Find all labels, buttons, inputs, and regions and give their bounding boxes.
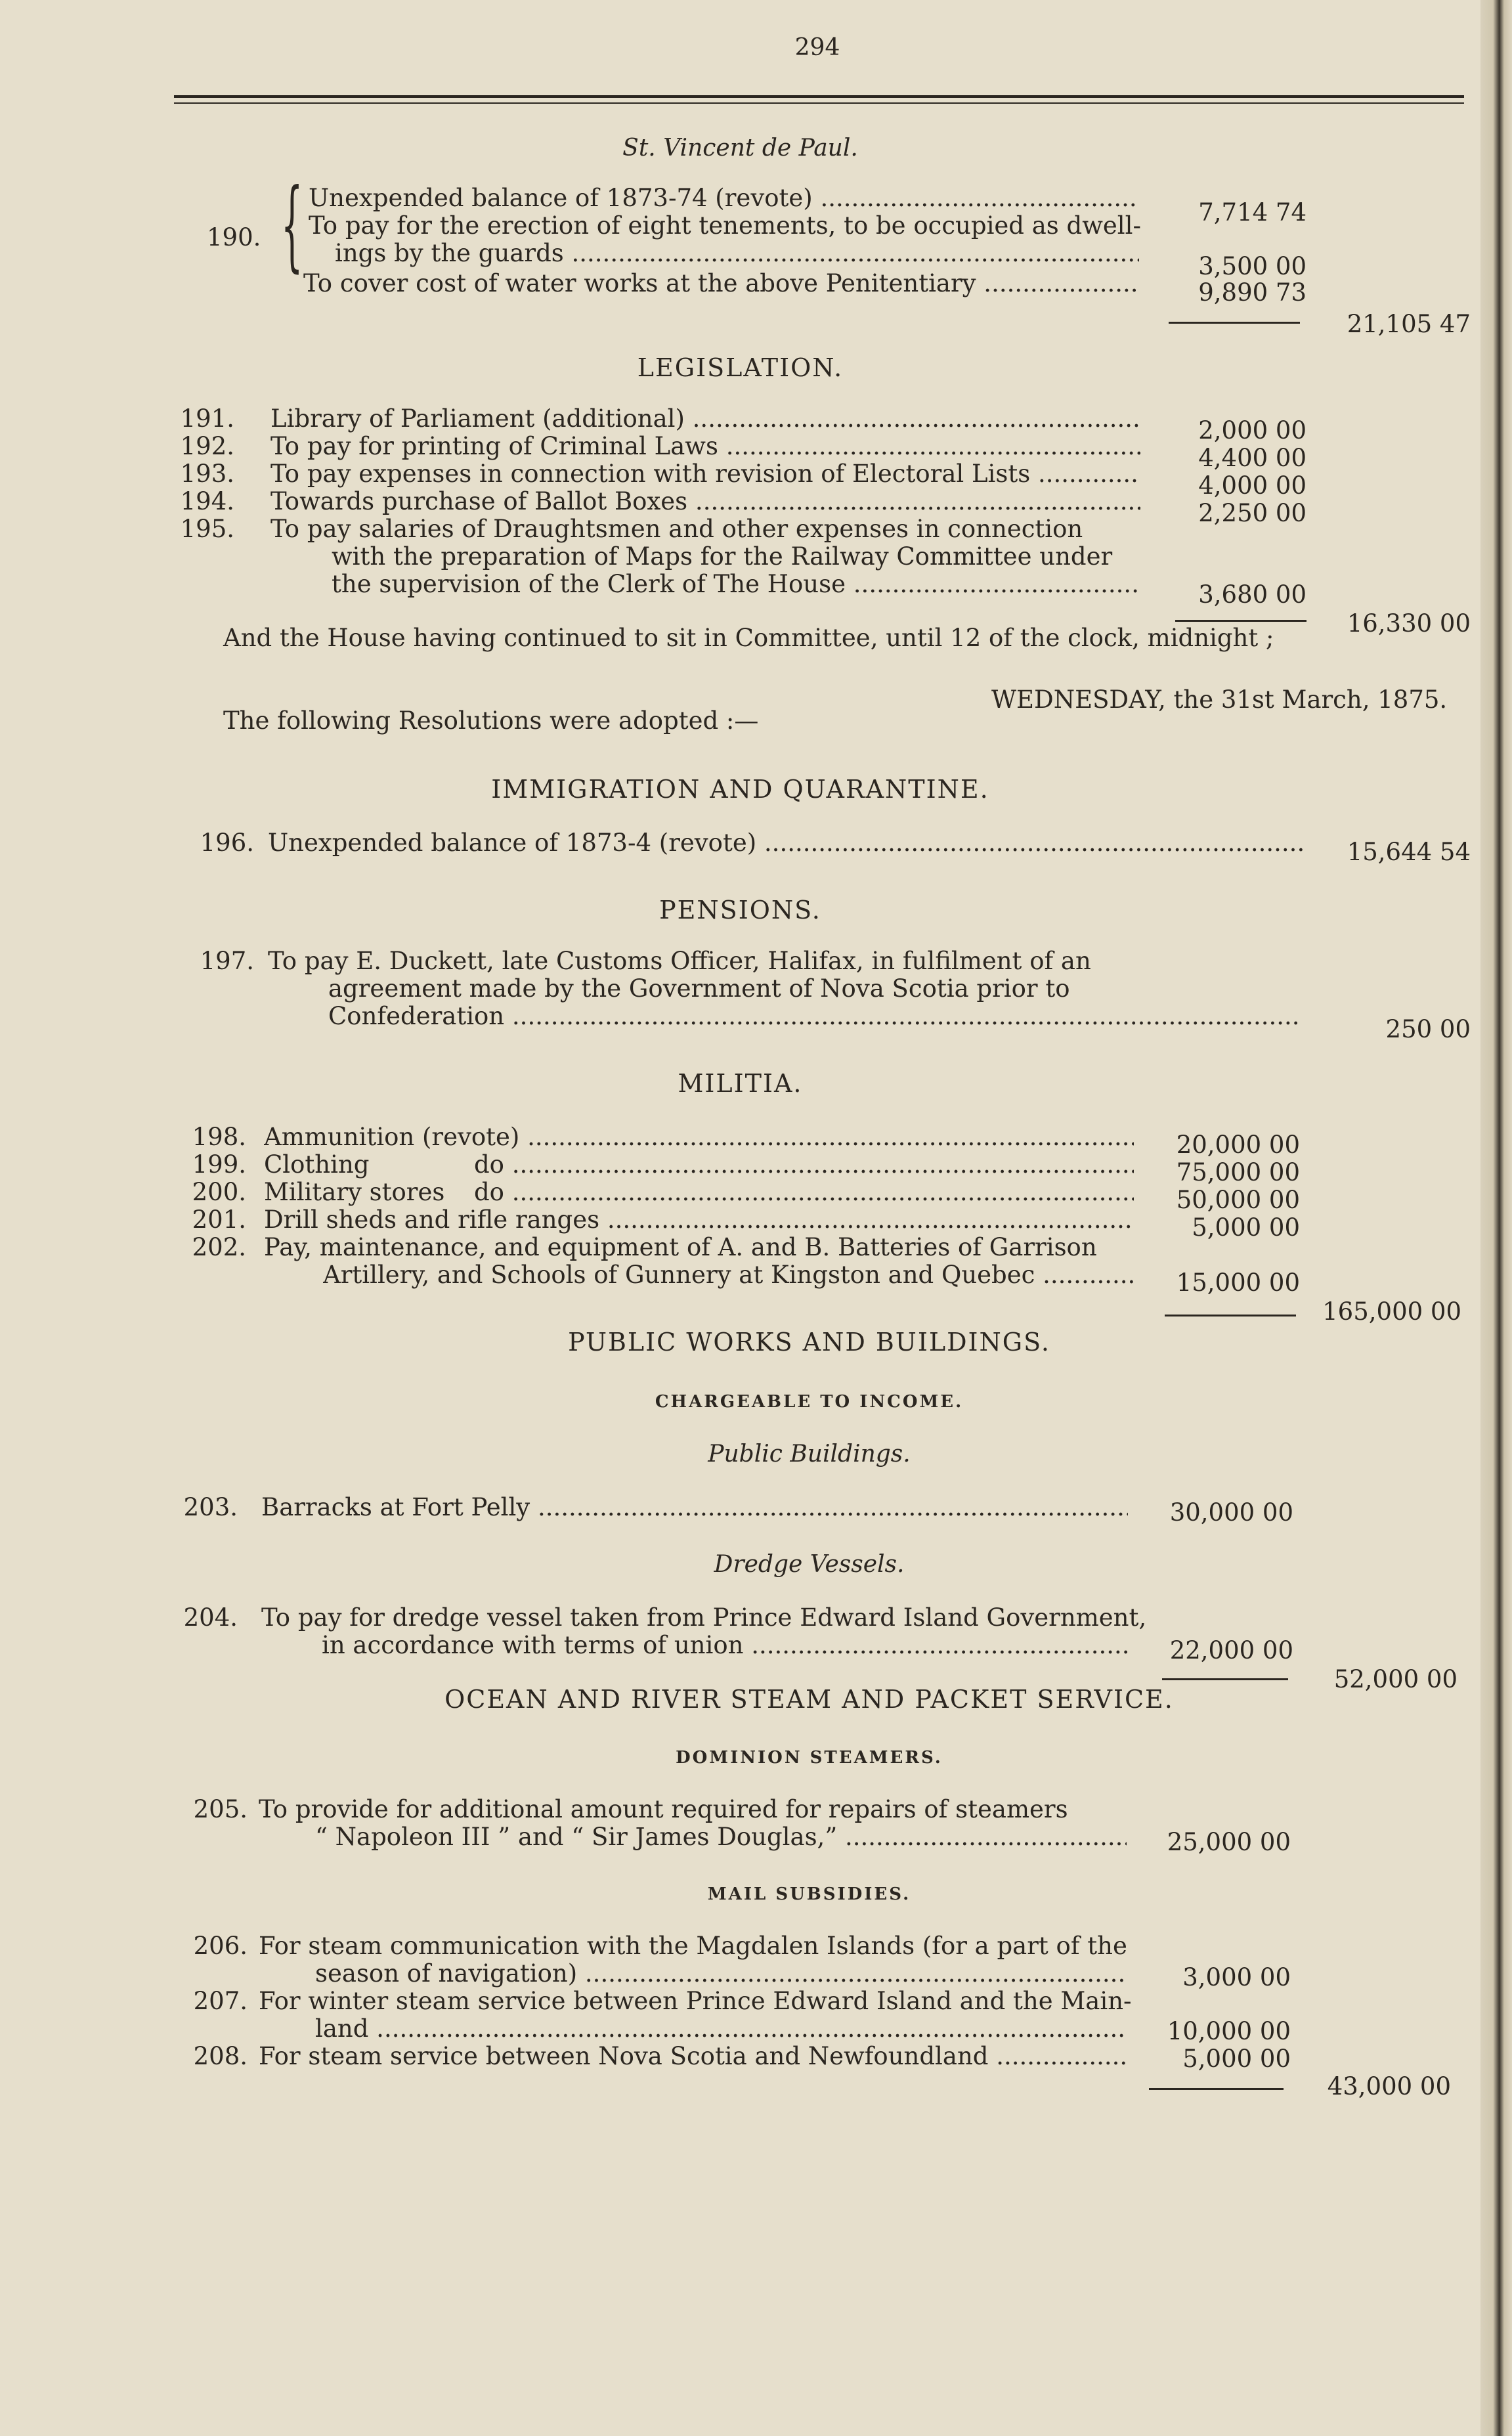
line-item: Drill sheds and rifle ranges ..... xyxy=(264,1206,1134,1234)
subsection-title: MAIL SUBSIDIES. xyxy=(707,1884,911,1904)
section-title-public-works: PUBLIC WORKS AND BUILDINGS. xyxy=(568,1328,1050,1357)
line-item: To pay for dredge vessel taken from Prince Edward Island Government, xyxy=(261,1603,1147,1632)
item-number: 193. xyxy=(180,460,234,488)
amount: 5,000 00 xyxy=(1182,2045,1291,2073)
item-number: 194. xyxy=(180,487,234,515)
subsection-title: Dredge Vessels. xyxy=(714,1551,905,1578)
header-rule-thin xyxy=(174,102,1464,104)
amount: 15,000 00 xyxy=(1176,1269,1300,1297)
item-number: 205. xyxy=(193,1795,248,1823)
line-item-cont: season of navigation) ..... xyxy=(315,1959,1127,1988)
amount: 22,000 00 xyxy=(1169,1636,1293,1664)
amount: 2,000 00 xyxy=(1198,416,1307,445)
amount: 4,000 00 xyxy=(1198,471,1307,500)
date-line: WEDNESDAY, the 31st March, 1875. xyxy=(991,685,1448,714)
item-number: 208. xyxy=(193,2042,248,2070)
brace-mark: { xyxy=(281,168,303,282)
line-item-cont: ings by the guards ..... xyxy=(335,239,1139,267)
item-number: 202. xyxy=(192,1233,246,1261)
line-item: Unexpended balance of 1873-74 (revote) ..... xyxy=(309,184,1139,212)
amount: 3,680 00 xyxy=(1198,580,1307,609)
header-rule xyxy=(174,95,1464,98)
section-title-immigration: IMMIGRATION AND QUARANTINE. xyxy=(491,775,989,804)
section-title-st-vincent: St. Vincent de Paul. xyxy=(622,135,858,162)
amount: 2,250 00 xyxy=(1198,499,1307,527)
item-number: 191. xyxy=(180,404,234,433)
line-item: To pay expenses in connection with revision of Electoral Lists ..... xyxy=(270,460,1140,488)
line-item-cont: “ Napoleon III ” and “ Sir James Douglas,” ..... xyxy=(315,1823,1127,1851)
resolutions-line: The following Resolutions were adopted :— xyxy=(223,707,759,735)
line-item: Library of Parliament (additional) ..... xyxy=(270,404,1140,433)
item-number: 198. xyxy=(192,1123,246,1151)
item-number: 206. xyxy=(193,1932,248,1960)
item-number: 200. xyxy=(192,1178,246,1206)
line-item: Pay, maintenance, and equipment of A. and B. Batteries of Garrison xyxy=(264,1233,1097,1261)
ditto: do ..... xyxy=(474,1150,1134,1179)
item-number: 207. xyxy=(193,1987,248,2015)
line-item: To cover cost of water works at the above Penitentiary ..... xyxy=(303,269,1139,297)
ditto: do ..... xyxy=(474,1178,1134,1206)
amount: 75,000 00 xyxy=(1176,1158,1300,1186)
section-total: 43,000 00 xyxy=(1327,2072,1451,2100)
line-item-cont: land ..... xyxy=(315,2014,1127,2043)
section-total: 15,644 54 xyxy=(1347,838,1471,866)
line-item-cont: Confederation ..... xyxy=(328,1002,1300,1030)
line-item-cont: agreement made by the Government of Nova Scotia prior to xyxy=(328,974,1070,1003)
amount: 9,890 73 xyxy=(1198,278,1307,307)
amount: 5,000 00 xyxy=(1192,1213,1300,1242)
amount: 30,000 00 xyxy=(1169,1498,1293,1527)
item-number: 192. xyxy=(180,432,234,460)
amount: 3,000 00 xyxy=(1182,1963,1291,1991)
item-number: 204. xyxy=(183,1603,238,1632)
line-item: To pay salaries of Draughtsmen and other expenses in connection xyxy=(270,515,1083,543)
line-item: Clothing xyxy=(264,1150,370,1179)
line-item: For steam service between Nova Scotia and Newfoundland ..... xyxy=(259,2042,1127,2070)
section-title-pensions: PENSIONS. xyxy=(659,896,821,924)
section-title-militia: MILITIA. xyxy=(678,1069,803,1098)
line-item-cont: with the preparation of Maps for the Railway Committee under xyxy=(332,542,1113,571)
line-item: To pay for the erection of eight tenements, to be occupied as dwell- xyxy=(309,211,1141,240)
line-item: To provide for additional amount required for repairs of steamers xyxy=(259,1795,1068,1823)
amount: 3,500 00 xyxy=(1198,252,1307,280)
amount: 7,714 74 xyxy=(1198,198,1307,227)
book-gutter-edge xyxy=(1480,0,1512,2436)
subsection-title: Public Buildings. xyxy=(708,1441,911,1468)
section-title-ocean: OCEAN AND RIVER STEAM AND PACKET SERVICE. xyxy=(444,1685,1174,1714)
item-number: 201. xyxy=(192,1206,246,1234)
item-number: 203. xyxy=(183,1493,238,1521)
sum-rule xyxy=(1169,322,1300,324)
line-item-cont: Artillery, and Schools of Gunnery at Kingston and Quebec ..... xyxy=(323,1261,1134,1289)
line-item: Towards purchase of Ballot Boxes ..... xyxy=(270,487,1140,515)
line-item-cont: in accordance with terms of union ..... xyxy=(322,1631,1128,1659)
sum-rule xyxy=(1162,1678,1288,1680)
line-item: To pay E. Duckett, late Customs Officer, Halifax, in fulfilment of an xyxy=(268,947,1091,975)
line-item: Ammunition (revote) ..... xyxy=(264,1123,1134,1151)
line-item: Unexpended balance of 1873-4 (revote) ..... xyxy=(268,829,1305,857)
amount: 4,400 00 xyxy=(1198,444,1307,472)
item-number: 195. xyxy=(180,515,234,543)
item-number: 196. xyxy=(200,829,254,857)
amount: 10,000 00 xyxy=(1167,2017,1291,2045)
section-total: 165,000 00 xyxy=(1322,1297,1461,1326)
subsection-title: DOMINION STEAMERS. xyxy=(676,1748,943,1768)
subsection-title: CHARGEABLE TO INCOME. xyxy=(655,1392,964,1412)
page-number: 294 xyxy=(794,34,840,61)
line-item: Military stores xyxy=(264,1178,445,1206)
line-item: To pay for printing of Criminal Laws ..... xyxy=(270,432,1140,460)
amount: 25,000 00 xyxy=(1167,1828,1291,1856)
amount: 20,000 00 xyxy=(1176,1131,1300,1159)
section-total: 52,000 00 xyxy=(1333,1665,1458,1693)
line-item: For winter steam service between Prince Edward Island and the Main- xyxy=(259,1987,1132,2015)
item-number: 197. xyxy=(200,947,254,975)
line-item: Barracks at Fort Pelly ..... xyxy=(261,1493,1128,1521)
item-number: 199. xyxy=(192,1150,246,1179)
section-total: 21,105 47 xyxy=(1347,310,1471,338)
section-total: 16,330 00 xyxy=(1347,609,1471,638)
item-number: 190. xyxy=(207,223,261,251)
committee-note: And the House having continued to sit in Committee, until 12 of the clock, midnight ; xyxy=(223,624,1274,652)
line-item: For steam communication with the Magdalen Islands (for a part of the xyxy=(259,1932,1127,1960)
amount: 50,000 00 xyxy=(1176,1186,1300,1214)
sum-rule xyxy=(1165,1315,1296,1316)
line-item-cont: the supervision of the Clerk of The House ..... xyxy=(332,570,1140,598)
section-title-legislation: LEGISLATION. xyxy=(637,353,844,382)
section-total: 250 00 xyxy=(1385,1015,1471,1043)
sum-rule xyxy=(1149,2088,1284,2090)
